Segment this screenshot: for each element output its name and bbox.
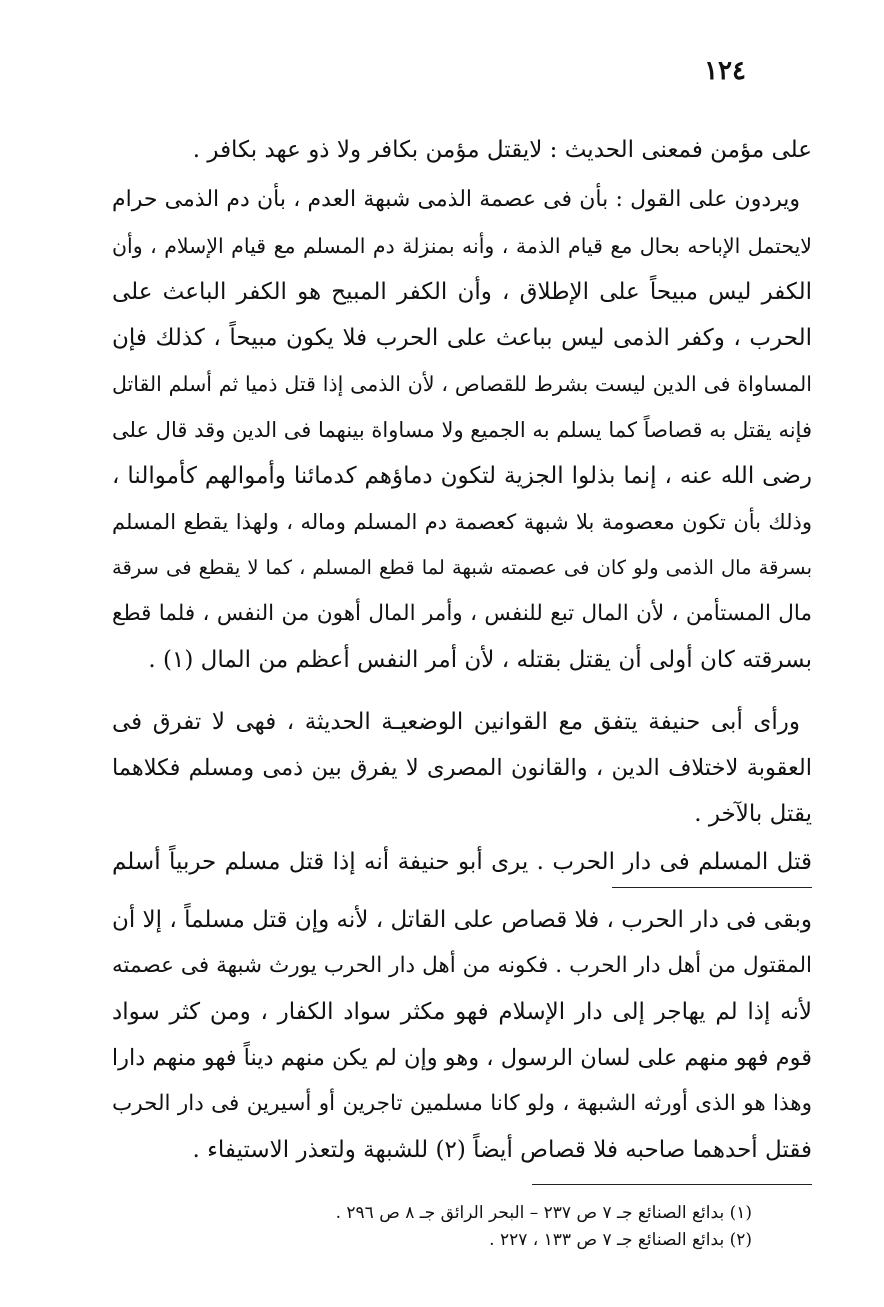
text-line: الحرب ، وكفر الذمى ليس بباعث على الحرب فلا يكون مبيحاً ، كذلك فإن: [112, 325, 812, 351]
footnote: (١) بدائع الصنائع جـ ٧ ص ٢٣٧ – البحر الرائق جـ ٨ ص ٢٩٦ .: [335, 1203, 752, 1223]
text-line: وذلك بأن تكون معصومة بلا شبهة كعصمة دم المسلم وماله ، ولهذا يقطع المسلم: [112, 510, 812, 534]
text-line: لايحتمل الإباحه بحال مع قيام الذمة ، وأنه بمنزلة دم المسلم مع قيام الإسلام ، وأن: [112, 234, 812, 258]
text-line: المقتول من أهل دار الحرب . فكونه من أهل دار الحرب يورث شبهة فى عصمته: [112, 953, 812, 978]
text-line: رضى الله عنه ، إنما بذلوا الجزية لتكون دماؤهم كدمائنا وأموالهم كأموالنا ،: [112, 463, 812, 489]
page-number: ١٢٤: [704, 56, 746, 86]
text-line: المساواة فى الدين ليست بشرط للقصاص ، لأن الذمى إذا قتل ذميا ثم أسلم القاتل: [112, 372, 812, 396]
text-line: لأنه إذا لم يهاجر إلى دار الإسلام فهو مكثر سواد الكفار ، ومن كثر سواد: [112, 999, 812, 1025]
text-line: يقتل بالآخر .: [694, 801, 812, 827]
footnote-divider: [532, 1184, 812, 1185]
text-line: قوم فهو منهم على لسان الرسول ، وهو وإن لم يكن منهم ديناً فهو منهم دارا: [112, 1045, 812, 1071]
text-line: العقوبة لاختلاف الدين ، والقانون المصرى لا يفرق بين ذمى ومسلم فكلاهما: [112, 755, 812, 781]
text-line: ورأى أبى حنيفة يتفق مع القوانين الوضعيـة الحديثة ، فهى لا تفرق فى: [112, 709, 800, 735]
text-line: الكفر ليس مبيحاً على الإطلاق ، وأن الكفر المبيح هو الكفر الباعث على: [112, 279, 812, 305]
text-line: ويردون على القول : بأن فى عصمة الذمى شبهة العدم ، بأن دم الذمى حرام: [112, 187, 800, 212]
text-line: على مؤمن فمعنى الحديث : لايقتل مؤمن بكافر ولا ذو عهد بكافر .: [192, 137, 812, 163]
heading-underline: [612, 887, 812, 888]
text-line: مال المستأمن ، لأن المال تبع للنفس ، وأمر المال أهون من النفس ، فلما قطع: [112, 601, 812, 626]
text-line: فإنه يقتل به قصاصاً كما يسلم به الجميع ولا مساواة بينهما فى الدين وقد قال على: [112, 418, 812, 442]
text-line: وهذا هو الذى أورثه الشبهة ، ولو كانا مسلمين تاجرين أو أسيرين فى دار الحرب: [112, 1091, 812, 1116]
text-line: بسرقته كان أولى أن يقتل بقتله ، لأن أمر النفس أعظم من المال (١) .: [148, 647, 812, 673]
footnote: (٢) بدائع الصنائع جـ ٧ ص ١٣٣ ، ٢٢٧ .: [489, 1230, 752, 1250]
section-heading-line: قتل المسلم فى دار الحرب . يرى أبو حنيفة أنه إذا قتل مسلم حربياً أسلم: [112, 849, 812, 875]
text-line: بسرقة مال الذمى ولو كان فى عصمته شبهة لما قطع المسلم ، كما لا يقطع فى سرقة: [112, 556, 812, 579]
text-line: وبقى فى دار الحرب ، فلا قصاص على القاتل ، لأنه وإن قتل مسلماً ، إلا أن: [112, 907, 812, 933]
text-line: فقتل أحدهما صاحبه فلا قصاص أيضاً (٢) للشبهة ولتعذر الاستيفاء .: [192, 1137, 812, 1163]
